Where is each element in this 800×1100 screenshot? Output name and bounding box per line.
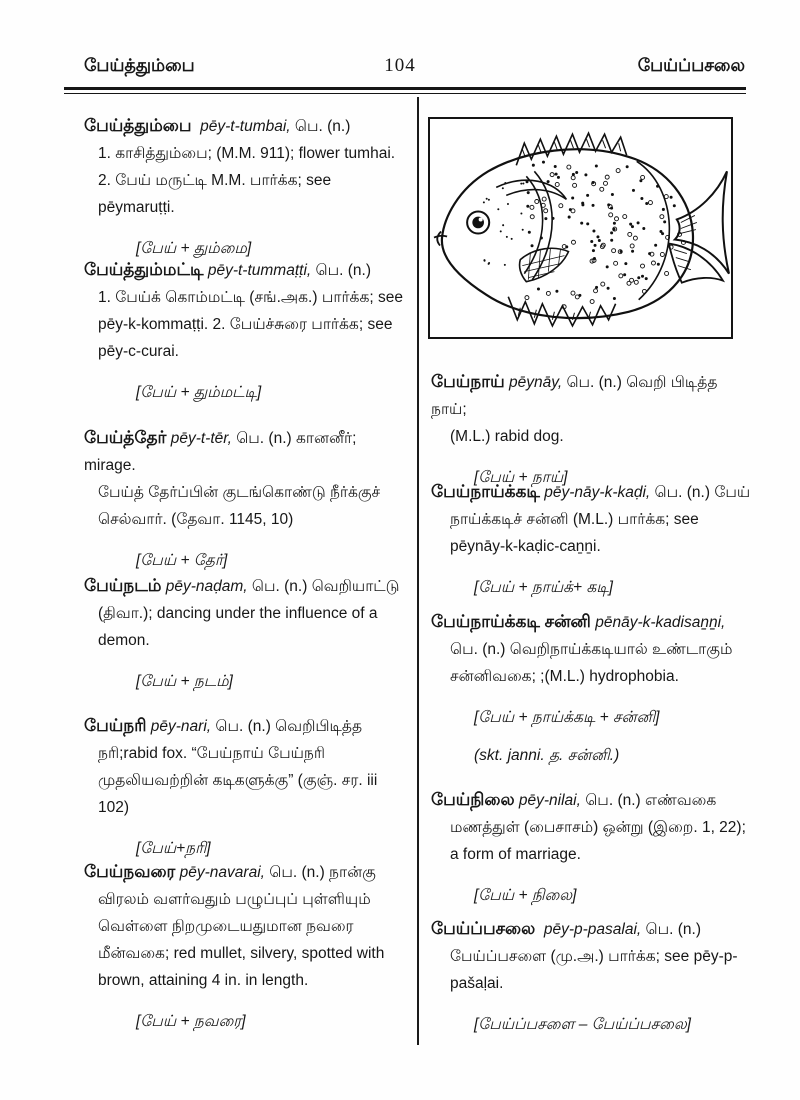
entry-body-line: விரலம் வளர்வதும் பழுப்புப் புள்ளியும் [98,891,371,908]
entry-etymology: [பேய்ப்பசளை – பேய்ப்பசலை] [474,1016,691,1033]
entry-etymology: [பேய் + நாய்க்+ கடி] [474,579,613,596]
fish-figure [428,117,733,339]
entry-gloss-lead: கானனீர்; mirage. [84,430,357,474]
dictionary-entry [428,368,752,491]
entry-pos: பெ. (n.) [645,921,701,938]
entry-headword: பேய்நடம் [84,576,162,595]
fish-spots [483,161,686,309]
entry-transliteration: pēy-nilai, [518,792,581,809]
entry-headword: பேய்நரி [84,716,147,735]
entry-headword: பேய்த்தேர் [84,428,167,447]
entry-etymology: [பேய் + நவரை] [136,1013,246,1030]
dictionary-entry [428,915,752,1038]
entry-body-line: brown, attaining 4 in. in length. [98,972,309,989]
entry-body-line: 1. பேய்க் கொம்மட்டி (சங்.அக.) பார்க்க; see [98,289,403,306]
entry-pos: பெ. (n.) [251,578,308,595]
entry-body-line: பெ. (n.) வெறிநாய்க்கடியால் உண்டாகும் [450,641,733,658]
entry-pos: பெ. (n.) [654,484,711,501]
dictionary-entry [68,424,404,574]
page-number: 104 [384,55,416,76]
entry-etymology: [பேய் + தும்மை] [136,240,252,257]
entry-headword: பேய்நாய்க்கடி சன்னி [431,612,591,631]
entry-body-line: செல்வார். (தேவா. 1145, 10) [98,511,294,528]
entry-pos: பெ. (n.) [315,262,371,279]
entry-body-line: நாய்க்கடிச் சன்னி (M.L.) பார்க்க; see [450,511,699,528]
entry-pos: பெ. (n.) [215,718,271,735]
running-head-right: பேய்ப்பசலை [637,55,745,75]
entry-body-line: 2. பேய் மருட்டி M.M. பார்க்க; see pēymaruṭṭi. [98,172,332,216]
entry-gloss-lead: எண்வகை [645,792,717,809]
entry-body-line: முதலியவற்றின் கடிகளுக்கு” (குஞ். சர. iii 102) [98,772,378,816]
entry-etymology: [பேய்+நரி] [136,840,211,857]
entry-transliteration: pēy-nāy-k-kaḍi, [544,484,651,501]
entry-etymology: [பேய் + தும்மட்டி] [136,384,262,401]
entry-body-line: வெள்ளை நிறமுடையதுமான நவரை [98,918,354,935]
dictionary-entry [68,112,404,262]
entry-transliteration: pēy-naḍam, [165,578,248,595]
entry-body-line: 1. காசித்தும்பை; (M.M. 911); flower tumhai. [98,145,396,162]
entry-gloss-lead: நான்கு [329,864,376,881]
entry-transliteration: pēnāy-k-kadisaṉṉi, [595,614,726,631]
entry-body-line: பேய்த் தேர்ப்பின் குடங்கொண்டு நீர்க்குச் [98,484,381,501]
entry-body-line: மணத்துள் (பைசாசம்) ஒன்று (இறை. 1, 22); [450,819,746,836]
running-head-left: பேய்த்தும்பை [84,55,195,75]
entry-pos: பெ. (n.) [585,792,641,809]
entry-transliteration: pēy-navarai, [179,864,265,881]
fish-illustration [430,119,731,337]
entry-transliteration: pēy-p-pasalai, [543,921,642,938]
dictionary-entry [68,572,404,695]
entry-body-line: pēy-k-kommaṭṭi. 2. பேய்ச்சுரை பார்க்க; see [98,316,393,333]
entry-headword: பேய்நிலை [431,790,515,809]
entry-body-line: pēy-c-curai. [98,343,179,360]
entry-transliteration: pēy-t-tummaṭṭi, [207,262,312,279]
entry-headword: பேய்நாய் [431,372,505,391]
entry-body-line: சன்னிவகை; ;(M.L.) hydrophobia. [450,668,679,685]
header-rule-thin [64,93,746,94]
entry-body-line: a form of marriage. [450,846,581,863]
entry-etymology: [பேய் + நிலை] [474,887,577,904]
entry-etymology: [பேய் + நடம்] [136,673,233,690]
entry-transliteration: pēynāy, [508,374,563,391]
entry-body-line: பேய்ப்பசளை (மு.அ.) பார்க்க; see pēy-p- [450,948,738,965]
dictionary-entry [428,478,752,601]
entry-etymology: [பேய் + நாய்] [474,469,568,486]
entry-body-line: நரி;rabid fox. “பேய்நாய் பேய்நரி [98,745,326,762]
dictionary-entry [68,712,404,862]
entry-transliteration: pēy-t-tumbai, [200,118,291,135]
header-rule-thick [64,87,746,90]
entry-body-line: pēynāy-k-kaḍic-caṉṉi. [450,538,601,555]
entry-pos: பெ. (n.) [566,374,622,391]
dictionary-entry [68,256,404,406]
entry-pos: பெ. (n.) [269,864,325,881]
entry-headword: பேய்நாய்க்கடி [431,482,540,501]
entry-body-line: (திவா.); dancing under the influence of a [98,605,378,622]
entry-pos: பெ. (n.) [236,430,292,447]
entry-pos: பெ. (n.) [294,118,351,135]
entry-transliteration: pēy-t-tēr, [170,430,232,447]
entry-etymology: [பேய் + நாய்க்கடி + சன்னி] [474,709,660,726]
entry-gloss-lead: வெறி பிடித்த நாய்; [431,374,718,418]
dictionary-entry [428,608,752,769]
entry-headword: பேய்ப்பசலை [431,919,536,938]
entry-gloss-lead: பேய் [714,484,751,501]
entry-body-line: demon. [98,632,150,649]
dictionary-entry [428,786,752,909]
entry-body-line: (M.L.) rabid dog. [450,428,564,445]
entry-gloss-lead: வெறிபிடித்த [275,718,363,735]
entry-headword: பேய்நவரை [84,862,176,881]
dictionary-entry [68,858,404,1035]
entry-body-line: pašaḷai. [450,975,504,992]
entry-headword: பேய்த்தும்மட்டி [84,260,204,279]
entry-note: (skt. janni. த. சன்னி.) [474,747,620,764]
column-divider [417,97,419,1045]
entry-headword: பேய்த்தும்பை [84,116,192,135]
entry-body-line: மீன்வகை; red mullet, silvery, spotted with [98,945,385,962]
entry-gloss-lead: வெறியாட்டு [311,578,400,595]
entry-transliteration: pēy-nari, [150,718,212,735]
entry-etymology: [பேய் + தேர்] [136,552,228,569]
